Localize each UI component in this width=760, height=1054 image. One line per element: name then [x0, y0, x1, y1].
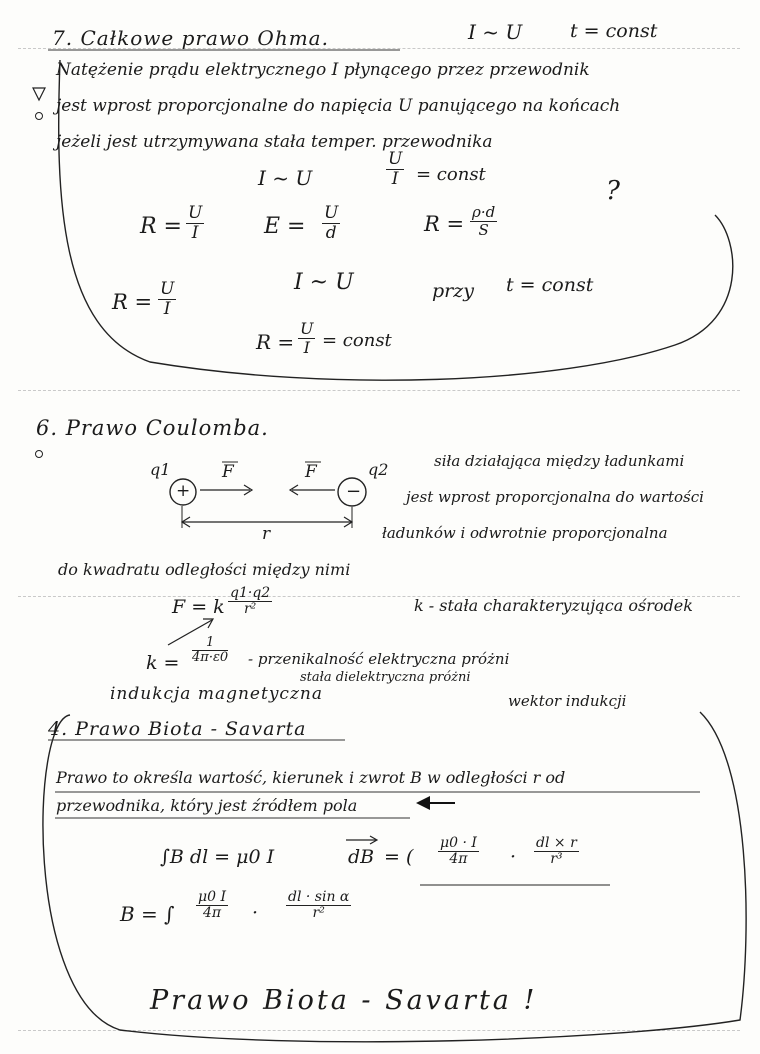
dot-operator: ·: [252, 902, 259, 924]
b-integral: B = ∫: [120, 902, 175, 926]
header-relation: I ~ U: [468, 20, 523, 44]
plus-sign: +: [176, 481, 191, 501]
proportional-relation: I ~ U: [258, 166, 313, 190]
ohm-text-line: Natężenie prądu elektrycznego I płynącego przez przewodnik: [56, 60, 590, 80]
force-label: F: [222, 462, 234, 482]
resistance-label: R =: [140, 214, 182, 239]
fraction-rho-d-over-s: $\frac{\rho\cdot d}{S}$: [472, 203, 496, 239]
k-meaning: - przenikalność elektryczna próżni: [248, 650, 510, 668]
fraction-u-over-i: $\frac{U}{I}$: [160, 279, 175, 319]
vector-label: wektor indukcji: [508, 692, 627, 710]
resistance-label: R =: [112, 290, 153, 314]
minus-sign: −: [346, 481, 362, 502]
coulomb-desc-line: do kwadratu odległości między nimi: [58, 560, 351, 579]
force-label: F: [305, 462, 317, 482]
biot-text-line: Prawo to określa wartość, kierunek i zwrot B w odległości r od: [56, 768, 566, 787]
proportional-relation: I ~ U: [294, 270, 354, 295]
coulomb-desc-line: jest wprost proporcjonalna do wartości: [406, 488, 704, 506]
equals-const: = const: [322, 330, 392, 351]
fraction-u-over-i: $\frac{U}{I}$: [388, 149, 403, 189]
triangle-mark: [33, 88, 45, 100]
section-title-ohm: 7. Całkowe prawo Ohma.: [52, 26, 329, 50]
resistance-label: R =: [256, 330, 295, 354]
header-const: t = const: [570, 20, 658, 42]
closing-title: Prawo Biota - Savarta !: [150, 985, 538, 1016]
equals-const: = const: [416, 164, 486, 185]
distance-label: r: [262, 524, 271, 544]
ohm-text-line: jeżeli jest utrzymywana stała temper. przewodnika: [56, 132, 493, 152]
induction-label: indukcja magnetyczna: [110, 684, 323, 704]
fraction-u-over-i: $\frac{U}{I}$: [188, 203, 203, 243]
field-label: E =: [264, 214, 306, 239]
fraction-mu0-i-over-4pi: $\frac{\mu 0 I}{4\pi}$: [198, 889, 226, 922]
k-description: k - stała charakteryzująca ośrodek: [414, 596, 693, 615]
charge-label-q1: q1: [150, 460, 171, 479]
section-title-biot-savart: 4. Prawo Biota - Savarta: [48, 718, 307, 740]
fraction-dl-sin-over-r2: $\frac{\text{dl · sin α}}{\text{r²}}$: [288, 889, 350, 922]
fraction-u-over-i: $\frac{U}{I}$: [300, 319, 314, 357]
integral-equation: ∫B dl = μ0 I: [160, 846, 275, 868]
fraction-q1q2-over-r2: $\frac{q1\cdot q2}{\text{r²}}$: [230, 585, 271, 618]
coulomb-formula: F = k: [172, 596, 225, 618]
resistance-label: R =: [424, 212, 465, 236]
coulomb-desc-line: siła działająca między ładunkami: [434, 452, 685, 470]
db-label: dB: [348, 846, 375, 868]
k-meaning-alt: stała dielektryczna próżni: [300, 670, 471, 685]
fraction-mu0-i-over-4pi: $\frac{\mu 0 \cdot I}{4\pi}$: [440, 835, 477, 868]
db-equals: = (: [384, 846, 414, 868]
coulomb-desc-line: ładunków i odwrotnie proporcjonalna: [382, 524, 668, 542]
dot-operator: ·: [510, 846, 517, 868]
fraction-1-over-4pi-eps0: $\frac{1}{4\pi\cdot\varepsilon 0}$: [192, 635, 229, 666]
ohm-text-line: jest wprost proporcjonalne do napięcia U panującego na końcach: [56, 96, 621, 116]
k-formula: k =: [146, 652, 180, 674]
fraction-dl-cross-r-over-r3: $\frac{dl \times r}{\text{r³}}$: [536, 835, 577, 868]
section-title-coulomb: 6. Prawo Coulomba.: [36, 416, 269, 440]
przy-word: przy: [432, 280, 474, 302]
biot-text-line: przewodnika, który jest źródłem pola: [56, 796, 358, 815]
question-mark: ?: [606, 176, 620, 206]
charge-label-q2: q2: [368, 460, 389, 479]
fraction-u-over-d: $\frac{U}{d}$: [324, 203, 339, 243]
t-const: t = const: [506, 274, 594, 296]
